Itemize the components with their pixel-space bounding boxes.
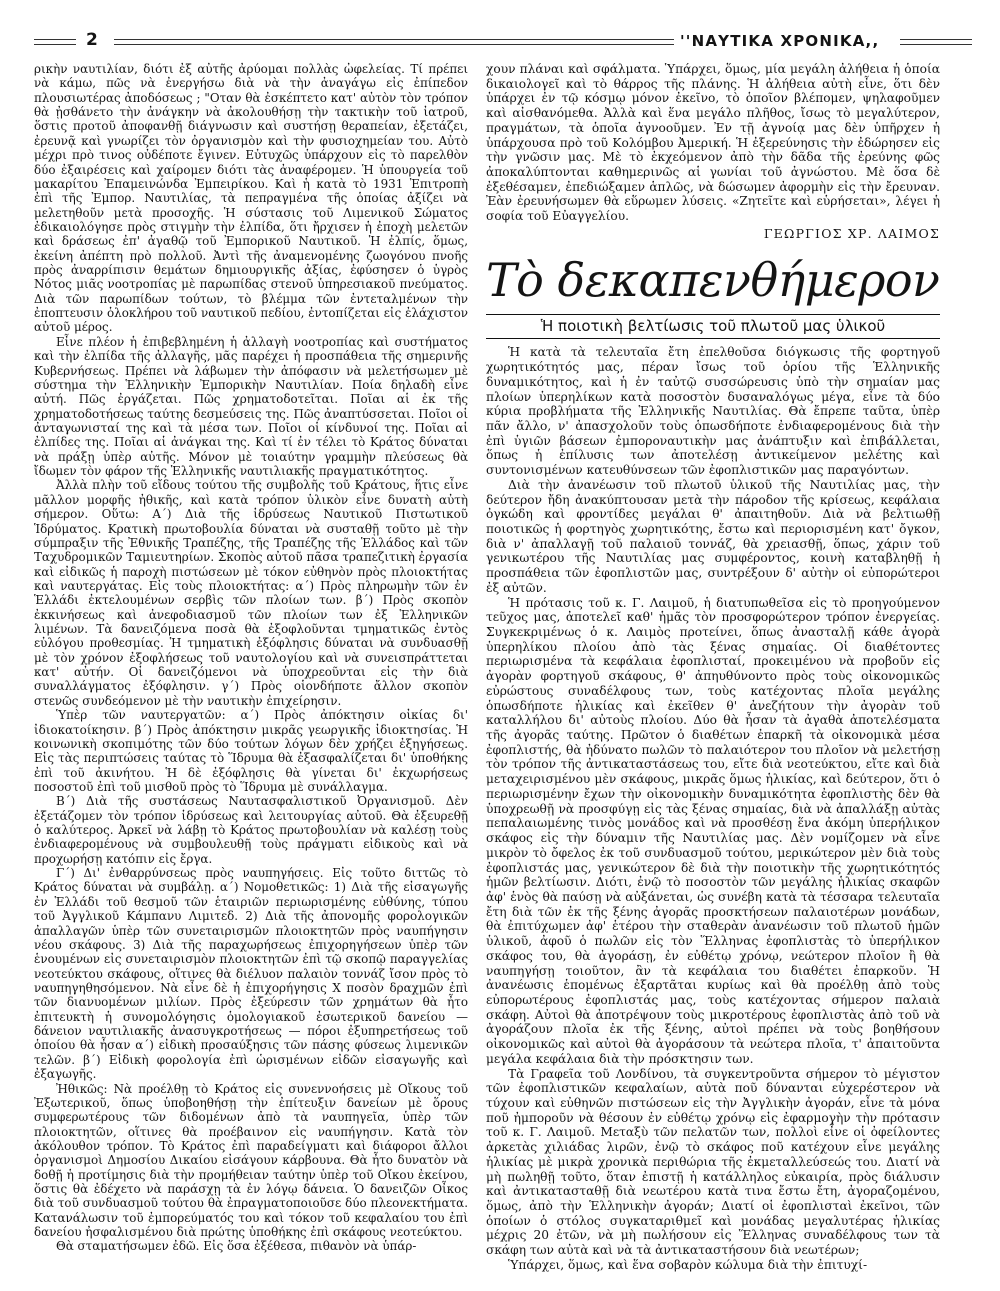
header-rule-right (900, 39, 972, 45)
paragraph: Εἶνε πλέον ἡ ἐπιβεβλημένη ἡ ἀλλαγὴ νοοτροπίας καὶ συστήματος καὶ τὴν ἐλπίδα τῆς ἀλλαγῆς, μᾶς παρέχει ἡ προσπάθεια τῆς σημερινῆς Κυβερνήσεως. Πρέπει νὰ λάβωμεν τὴν ἀπόφασιν νὰ μελετήσωμεν μὲ σύστημα τὴν Ἑλληνικὴν Ἐμπορικὴν Ναυτιλίαν. Ποία δηλαδὴ εἶνε αὐτή. Πῶς ἐργάζεται. Πῶς χρηματοδοτεῖται. Ποῖαι αἱ ἐκ τῆς χρηματοδοτήσεως ταύτης δεσμεύσεις της. Πῶς ἀναπτύσσεται. Ποῖοι οἱ ἀνταγωνισταί της καὶ τὰ μέσα των. Ποῖοι οἱ κίνδυνοί της. Ποῖαι αἱ ἐλπίδες της. Ποῖαι αἱ ἀνάγκαι της. Καὶ τί ἐν τέλει τὸ Κράτος δύναται νὰ πράξῃ ὑπὲρ αὐτῆς. Μόνον μὲ τοιαύτην γραμμὴν πλεύσεως θὰ ἴδωμεν τὸν φάρον τῆς Ἑλληνικῆς ναυτιλιακῆς πραγματικότητος. (34, 334, 468, 479)
page-header (34, 26, 972, 56)
paragraph: Β΄) Διὰ τῆς συστάσεως Ναυτασφαλιστικοῦ Ὀργανισμοῦ. Δὲν ἐξετάζομεν τὸν τρόπον ἱδρύσεως καὶ λειτουργίας αὐτοῦ. Θὰ ἐξευρεθῇ ὁ καλύτερος. Ἀρκεῖ νὰ λάβῃ τὸ Κράτος πρωτοβουλίαν νὰ καλέσῃ τοὺς ἐνδιαφερομένους νὰ συμβουλευθῇ τοὺς πράγματι εἰδικοὺς καὶ νὰ προχωρήσῃ κατόπιν εἰς ἔργα. (34, 794, 468, 866)
right-column (486, 62, 940, 1273)
paragraph: Θὰ σταματήσωμεν ἐδῶ. Εἰς ὅσα ἐξέθεσα, πιθανὸν νὰ ὑπάρ- (56, 1239, 417, 1254)
paragraph: ρικὴν ναυτιλίαν, διότι ἐξ αὐτῆς ἀρύομαι πολλὰς ὠφελείας. Τί πρέπει νὰ κάμω, πῶς νὰ ἐνεργήσω διὰ νὰ τὴν ἀναγάγω εἰς ἐπίπεδον πλουσιωτέρας ἀποδόσεως ; "Οταν θὰ ἐσκέπτετο κατ' αὐτὸν τὸν τρόπον θὰ ᾐσθάνετο τὴν ἀνάγκην νὰ ἀκολουθήσῃ τὴν τακτικὴν τοῦ ἰατροῦ, ὅστις προτοῦ ἀποφανθῇ διάγνωσιν καὶ συστήσῃ θεραπείαν, ἐξετάζει, ἐρευνᾷ καὶ γνωρίζει τὸν ὀργανισμὸν καὶ τὴν φυσιοχημείαν του. Αὐτὸ μέχρι πρὸ τινος οὐδέποτε ἔγινεν. Εὐτυχῶς ὑπάρχουν εἰς τὸ παρελθὸν δύο ἐξαιρέσεις καὶ χαίρομεν διότι τὰς ἀναφέρομεν. Ἡ ὑπουργεία τοῦ μακαρίτου Ἐπαμεινώνδα Ἐμπειρίκου. Καὶ ἡ κατὰ τὸ 1931 Ἐπιτροπὴ ἐπὶ τῆς Ἐμπορ. Ναυτιλίας, τὰ πεπραγμένα τῆς ὁποίας ἀξίζει νὰ μελετηθοῦν μετὰ προσοχῆς. Ἡ σύστασις τοῦ Λιμενικοῦ Σώματος ἐδικαιολόγησε πρὸς στιγμὴν τὴν ἐλπίδα, ὅτι ἤρχισεν ἡ ἐποχὴ μελετῶν καὶ δράσεως ἐπ' ἀγαθῷ τοῦ Ἐμπορικοῦ Ναυτικοῦ. Ἡ ἐλπίς, ὅμως, ἐκείνη ἀπέπτη πρὸ πολλοῦ. Ἀντὶ τῆς ἀναμενομένης ζωογόνου πνοῆς πρὸς ἀναρρίπισιν θεμάτων δημιουργικῆς ἀξίας, ἐφύσησεν ὁ ὑγρὸς Νότος μιᾶς νοοτροπίας μὲ παρωπίδας στενοῦ ὑπηρεσιακοῦ πνεύματος. Διὰ τῶν παρωπίδων τούτων, τὸ βλέμμα τῶν ἐντεταλμένων τὴν ἐποπτευσιν ὁλοκλήρου τοῦ ναυτικοῦ πεδίου, ἐντοπίζεται εἰς ἐλάχιστον αὐτοῦ μέρος. (34, 62, 468, 335)
paragraph: Ὑπάρχει, ὅμως, καὶ ἕνα σοβαρὸν κώλυμα διὰ τὴν ἐπιτυχί- (508, 1257, 868, 1272)
paragraph: Ὑπὲρ τῶν ναυτεργατῶν: α΄) Πρὸς ἀπόκτησιν οἰκίας δι' ἰδιοκατοίκησιν. β΄) Πρὸς ἀπόκτησιν μικρᾶς γεωργικῆς ἰδιοκτησίας. Ἡ κοινωνικὴ σκοπιμότης τῶν δύο τούτων λόγων δὲν χρήζει ἐξηγήσεως. Εἰς τὰς περιπτώσεις ταύτας τὸ Ἵδρυμα θὰ ἐξασφαλίζεται δι' ὑποθήκης ἐπὶ τοῦ ἀκινήτου. Ἡ δὲ ἐξόφλησις θὰ γίνεται δι' ἐκχωρήσεως ποσοστοῦ ἐπὶ τοῦ μισθοῦ πρὸς τὸ Ἵδρυμα μὲ συνάλλαγμα. (34, 708, 468, 794)
paragraph: Ἡ κατὰ τὰ τελευταῖα ἔτη ἐπελθοῦσα διόγκωσις τῆς φορτηγοῦ χωρητικότητός μας, πέραν ἴσως τοῦ ὁρίου τῆς Ἑλληνικῆς δυναμικότητος, καὶ ἡ ἐν ταὐτῷ συσσώρευσις ὑπὸ τὴν σημαίαν μας πλοίων ὑπερηλίκων κατὰ ποσοστὸν δυσαναλόγως μέγα, εἶνε τὰ δύο κύρια προβλήματα τῆς Ἑλληνικῆς Ναυτιλίας. Θὰ ἔπρεπε ταῦτα, ὑπὲρ πᾶν ἄλλο, ν' ἀπασχολοῦν τοὺς ὁπωσδήποτε ἐνδιαφερομένους διὰ τὴν ἐπὶ ὑγιῶν βάσεων ἐμποροναυτικὴν μας ἀνάπτυξιν καὶ ἐπιβάλλεται, ὅπως ἡ ἐπίλυσις των ἀποτελέσῃ ἀντικείμενον μελέτης καὶ συντονισμένων κατευθύνσεων τῶν ἐφοπλιστικῶν μας παραγόντων. (486, 345, 940, 478)
paragraph: Τὰ Γραφεῖα τοῦ Λονδίνου, τὰ συγκεντροῦντα σήμερον τὸ μέγιστον τῶν ἐφοπλιστικῶν κεφαλαίων, αὐτὰ ποῦ δύνανται εὐχερέστερον νὰ τύχουν καὶ εὐθηνῶν πιστώσεων εἰς τὴν Ἀγγλικὴν ἀγοράν, εἶνε τὰ μόνα ποῦ ἠμποροῦν νὰ θέσουν ἐν εὐθέτῳ χρόνῳ εἰς ἐφαρμογὴν τὴν πρότασιν τοῦ κ. Γ. Λαιμοῦ. Μεταξὺ τῶν πελατῶν των, πολλοὶ εἶνε οἱ ὀφείλοντες ἀρκετὰς χιλιάδας λιρῶν, ἐνῷ τὸ σκάφος ποῦ κατέχουν εἶνε μεγάλης ἡλικίας μὲ μικρὰ χρονικὰ περιθώρια τῆς ἐκμεταλλεύσεώς του. Διατί νὰ μὴ πωληθῇ τοῦτο, ὅταν ἐπιστῇ ἡ κατάλληλος εὐκαιρία, πρὸς διάλυσιν καὶ ἀντικατασταθῇ διὰ νεωτέρου κατὰ τινα ἔστω ἔτη, ἀγοραζομένου, ὅμως, ἀπὸ τὴν Ἑλληνικὴν ἀγοράν; Διατί οἱ ἐφοπλισταὶ ἐκεῖνοι, τῶν ὁποίων ὁ στόλος συγκαταριθμεῖ καὶ μονάδας μεγαλυτέρας ἡλικίας μέχρις 20 ἐτῶν, νὰ μὴ πωλήσουν εἰς Ἕλληνας συναδέλφους των τὰ σκάφη των αὐτὰ καὶ νὰ τὰ ἀντικαταστήσουν διὰ νεωτέρων; (486, 1066, 940, 1258)
paragraph: Ἡ πρότασις τοῦ κ. Γ. Λαιμοῦ, ἡ διατυπωθεῖσα εἰς τὸ προηγούμενον τεῦχος μας, ἀποτελεῖ καθ' ἡμᾶς τὸν προσφορώτερον τρόπον ἐνεργείας. Συγκεκριμένως ὁ κ. Λαιμὸς προτείνει, ὅπως ἀνασταλῇ κάθε ἀγορὰ ὑπερηλίκου πλοίου ἀπὸ τὰς ξένας σημαίας. Οἱ διαθέτοντες περιωρισμένα τὰ κεφάλαια ἐφοπλισταί, προκειμένου νὰ προβοῦν εἰς ἀγορὰν φορτηγοῦ σκάφους, θ' ἀπηυθύνοντο πρὸς τοὺς οἰκονομικῶς εὐρώστους συναδέλφους των, τοὺς κατέχοντας πλοῖα μεγάλης ὁπωσδήποτε ἡλικίας καὶ ἐκεῖθεν θ' ἀνεζήτουν τὴν ἀγορὰν τοῦ καταλλήλου δι' αὐτοὺς πλοίου. Δύο θὰ ἦσαν τὰ ἀγαθὰ ἀποτελέσματα τῆς ἀγορᾶς ταύτης. Πρῶτον ὁ διαθέτων ἐπαρκῆ τὰ οἰκονομικὰ μέσα ἐφοπλιστής, θὰ ἠδύνατο πωλῶν τὸ παλαιότερον του πλοῖον νὰ μελετήσῃ τὸν τρόπον τῆς ἀντικαταστάσεως του, εἴτε διὰ νεοτεύκτου, εἴτε καὶ διὰ μεταχειρισμένου μὲν σκάφους, μικρᾶς ὅμως ἡλικίας, καὶ δεύτερον, ὅτι ὁ περιωρισμένην ἔχων τὴν οἰκονομικὴν δυναμικότητα ἐφοπλιστὴς δὲν θὰ ὑποχρεωθῇ νὰ προσφύγῃ εἰς τὰς ξένας σημαίας, διὰ νὰ ἀπαλλάξῃ αὐτὰς πεπαλαιωμένης τινὸς μονάδος καὶ νὰ προσθέσῃ ἕνα ἀκόμη ὑπερήλικον σκάφος εἰς τὴν δύναμιν τῆς Ναυτιλίας μας. Δὲν νομίζομεν νὰ εἶνε μικρὸν τὸ ὄφελος ἐκ τοῦ συνδυασμοῦ τούτου, μερικώτερον μὲν διὰ τοὺς ἐφοπλιστάς μας, γενικώτερον δὲ διὰ τὴν ποιοτικὴν τῆς χωρητικότητός ἡμῶν βελτίωσιν. Διότι, ἐνῷ τὸ ποσοστὸν τῶν μεγάλης ἡλικίας σκαφῶν ἀφ' ἑνὸς θὰ παύσῃ νὰ αὐξάνεται, ὡς συνέβη κατὰ τὰ τέσσαρα τελευταῖα ἔτη διὰ τῶν ἐκ τῆς ξένης ἀγορᾶς προσκτήσεων παλαιοτέρων μονάδων, θὰ ἐπιτύχωμεν ἀφ' ἑτέρου τὴν σταθερὰν ἀνανέωσιν τοῦ πλωτοῦ ἡμῶν ὑλικοῦ, ἀφοῦ ὁ πωλῶν εἰς τὸν Ἕλληνας ἐφοπλιστὰς τὸ ὑπερήλικον σκάφος του, θὰ ἀγοράσῃ, ἐν εὐθέτῳ χρόνῳ, νεώτερον πλοῖον ἢ θὰ ναυπηγήσῃ τοιοῦτον, ἂν τὰ κεφάλαια του διαθέτει ἐπαρκοῦν. Ἡ ἀνανέωσις ἑπομένως ἐξαρτᾶται κυρίως καὶ θὰ προέλθῃ ἀπὸ τοὺς εὐπορωτέρους ἐφοπλιστάς μας, τοὺς κατέχοντας σήμερον παλαιὰ σκάφη. Αὐτοὶ θὰ ἀποτρέψουν τοὺς μικροτέρους ἐφοπλιστὰς ἀπὸ τοῦ νὰ ἀγοράζουν πλοῖα ἐκ τῆς ξένης, αὐτοὶ πρέπει νὰ τοὺς βοηθήσουν οἰκονομικῶς καὶ αὐτοὶ θὰ ἀγοράσουν τὰ νεώτερα πλοῖα, τ' ἀπαιτοῦντα μεγάλα κεφάλαια διὰ τὴν πρόσκτησιν των. (486, 595, 940, 1066)
left-column (34, 62, 468, 1254)
section-banner (486, 248, 940, 312)
section-title: Τὸ δεκαπενθήμερον (486, 252, 940, 307)
header-rule-left (34, 39, 76, 45)
paragraph: χουν πλάναι καὶ σφάλματα. Ὑπάρχει, ὅμως, μία μεγάλη ἀλήθεια ἡ ὁποία δικαιολογεῖ καὶ τὸ θάρρος τῆς πλάνης. Ἡ ἀλήθεια αὐτὴ εἶνε, ὅτι δὲν ὑπάρχει ἐν τῷ κόσμῳ μόνον ἐκεῖνο, τὸ ὁποῖον βλέπομεν, ψηλαφοῦμεν καὶ αἰσθανόμεθα. Ἀλλὰ καὶ ἕνα μεγάλο πλῆθος, ἴσως τὸ μεγαλύτερον, πραγμάτων, τὰ ὁποῖα ἀγνοοῦμεν. Ἐν τῇ ἀγνοίᾳ μας δὲν ὑπῆρχεν ἡ ὑπάρχουσα πρὸ τοῦ Κολόμβου Ἀμερική. Ἡ ἐξερεύνησις τὴν ἐδώρησεν εἰς τὴν γνῶσιν μας. Μὲ τὸ ἐκχεόμενον ἀπὸ τὴν δᾶδα τῆς ἐρεύνης φῶς ἀποκαλύπτονται καθημερινῶς αἱ γωνίαι τοῦ ἀγνώστου. Μὲ ὅσα δὲ ἐξεθέσαμεν, ἐπεδιώξαμεν ἁπλῶς, νὰ δώσωμεν ἀφορμὴν εἰς τὴν ἔρευναν. Ἐὰν ἐρευνήσωμεν θὰ εὕρωμεν λύσεις. «Ζητεῖτε καὶ εὑρήσεται», λέγει ἡ σοφία τοῦ Εὐαγγελίου. (486, 62, 940, 224)
paragraph: Διὰ τὴν ἀνανέωσιν τοῦ πλωτοῦ ὑλικοῦ τῆς Ναυτιλίας μας, τὴν δεύτερον ἤδη ἀνακύπτουσαν μετὰ τὴν πάροδον τῆς κρίσεως, κεφάλαια ὀγκώδη καὶ φροντίδες μεγάλαι θ' ἀπαιτηθοῦν. Διὰ νὰ βελτιωθῇ ποιοτικῶς ἡ φορτηγὸς χωρητικότης, ἔστω καὶ περιορισμένη κατ' ὄγκον, διὰ ν' ἀπαλλαγῇ τοῦ παλαιοῦ τοννάζ, θὰ χρειασθῇ, ὅπως, χάριν τοῦ γενικωτέρου τῆς Ναυτιλίας μας συμφέροντος, κοινὴ καταβληθῇ ἡ προσπάθεια τῶν ἐφοπλιστῶν μας, συντρέξουν δ' αὐτὴν οἱ εὐπορώτεροι ἐξ αὐτῶν. (486, 477, 940, 595)
header-rule-middle (114, 39, 674, 45)
paragraph: Γ΄) Δι' ἐνθαρρύνσεως πρὸς ναυπηγήσεις. Εἰς τοῦτο διττῶς τὸ Κράτος δύναται νὰ συμβάλῃ. α΄) Νομοθετικῶς: 1) Διὰ τῆς εἰσαγωγῆς ἐν Ἑλλάδι τοῦ θεσμοῦ τῶν ἑταιριῶν περιωρισμένης εὐθύνης, τύπου τοῦ Ἀγγλικοῦ Κάμπανυ Λιμιτεδ. 2) Διὰ τῆς ἀπονομῆς φορολογικῶν ἀπαλλαγῶν ὑπὲρ τῶν συνεταιρισμῶν πλοιοκτητῶν πρὸς ναυπήγησιν νέου σκάφους. 3) Διὰ τῆς παραχωρήσεως ἐπιχορηγήσεων ὑπὲρ τῶν ἑνουμένων εἰς συνεταιρισμὸν πλοιοκτητῶν ἐπὶ τῷ σκοπῷ παραγγελίας νεοτεύκτου σκάφους, οἵτινες θὰ διέλυον παλαιὸν τοννάζ ἴσον πρὸς τὸ ναυπηγηθησόμενον. Νὰ εἶνε δὲ ἡ ἐπιχορήγησις Χ ποσὸν δραχμῶν ἐπὶ τῶν διανυομένων μιλίων. Πρὸς ἐξεύρεσιν τῶν χρημάτων θὰ ἦτο ἐπιτευκτὴ ἡ συνομολόγησις ὁμολογιακοῦ ἐσωτερικοῦ δανείου — δάνειον ναυτιλιακῆς ἀνασυγκροτήσεως — πόροι ἐξυπηρετήσεως τοῦ ὁποίου θὰ ἦσαν α΄) εἰδικὴ προσαύξησις τῶν πάσης φύσεως λιμενικῶν τελῶν. β΄) Εἰδικὴ φορολογία ἐπὶ ὡρισμένων εἰδῶν εἰσαγωγῆς καὶ ἐξαγωγῆς. (34, 866, 468, 1082)
author-signature: ΓΕΩΡΓΙΟΣ ΧΡ. ΛΑΙΜΟΣ (763, 225, 940, 241)
page-number: 2 (86, 30, 98, 50)
paragraph: Ἠθικῶς: Νὰ προέλθῃ τὸ Κράτος εἰς συνεννοήσεις μὲ Οἴκους τοῦ Ἐξωτερικοῦ, ὅπως ὑποβοηθήσῃ τὴν ἐπίτευξιν δανείων μὲ ὅρους συμφερωτέρους τῶν διδομένων ἀπὸ τὰ ναυπηγεῖα, ὑπὲρ τῶν πλοιοκτητῶν, οἵτινες θὰ προέβαινον εἰς ναυπήγησιν. Κατὰ τὸν ἀκόλουθον τρόπον. Τὸ Κράτος ἐπὶ παραδείγματι καὶ διάφοροι ἄλλοι ὀργανισμοὶ Δημοσίου Δικαίου εἰσάγουν κάρβουνα. Θὰ ἦτο δυνατὸν νὰ δοθῇ ἡ προτίμησις διὰ τὴν προμήθειαν ταύτην ὑπὲρ τοῦ Οἴκου ἐκείνου, ὅστις θὰ ἐδέχετο νὰ παράσχῃ τὰ ἐν λόγῳ δάνεια. Ὁ δανειζῶν Οἶκος διὰ τοῦ συνδυασμοῦ τούτου θὰ ἐπραγματοποιοῦσε δύο πλεονεκτήματα. Κατανάλωσιν τοῦ ἐμπορεύματός του καὶ τόκον τοῦ κεφαλαίου του ἐπὶ δανείου ἠσφαλισμένου διὰ πρώτης ὑποθήκης ἐπὶ σκάφους νεοτεύκτου. (34, 1081, 468, 1240)
publication-title: ''ΝΑΥΤΙΚΑ ΧΡΟΝΙΚΑ,, (680, 32, 880, 50)
paragraph: Ἀλλὰ πλὴν τοῦ εἴδους τούτου τῆς συμβολῆς τοῦ Κράτους, ἥτις εἶνε μᾶλλον μορφῆς ἠθικῆς, καὶ κατὰ τρόπον ὑλικὸν εἶνε δυνατὴ αὐτὴ σήμερον. Οὕτω: Α΄) Διὰ τῆς ἱδρύσεως Ναυτικοῦ Πιστωτικοῦ Ἱδρύματος. Κρατικὴ πρωτοβουλία δύναται νὰ συσταθῇ τοῦτο μὲ τὴν σύμπραξιν τῆς Ἐθνικῆς Τραπέζης, τῆς Τραπέζης τῆς Ἑλλάδος καὶ τῶν Ταχυδρομικῶν Ταμιευτηρίων. Σκοπὸς αὐτοῦ πᾶσα τραπεζιτικὴ ἐργασία καὶ εἰδικῶς ἡ παροχὴ πιστώσεων μὲ τόκον εὐθηνὸν πρὸς πλοιοκτήτας καὶ ναυτεργάτας. Εἰς τοὺς πλοιοκτήτας: α΄) Πρὸς πληρωμὴν τῶν ἐν Ἑλλάδι ἐκτελουμένων σερβὶς τῶν πλοίων των. β΄) Πρὸς σκοπὸν ἐκκινήσεως καὶ ἀνεφοδιασμοῦ τῶν πλοίων των ἐξ Ἑλληνικῶν λιμένων. Τὰ δανειζόμενα ποσὰ θὰ ἐξοφλοῦνται τμηματικῶς ἐντὸς εὐλόγου προθεσμίας. Ἡ τμηματικὴ ἐξόφλησις δύναται νὰ συνδυασθῇ μὲ τὸν χρόνον ἐξοφλήσεως τοῦ ναυτολογίου καὶ νὰ συνεισπράττεται κατ' αὐτήν. Οἱ δανειζόμενοι νὰ ὑποχρεοῦνται εἰς τὴν διὰ συναλλάγματος ἐξόφλησιν. γ΄) Πρὸς οἱονδήποτε ἄλλον σκοπὸν στενῶς συνδεόμενον μὲ τὴν ναυτικὴν ἐπιχείρησιν. (34, 478, 468, 708)
article-subtitle: Ἡ ποιοτικὴ βελτίωσις τοῦ πλωτοῦ μας ὑλικοῦ (486, 314, 940, 340)
